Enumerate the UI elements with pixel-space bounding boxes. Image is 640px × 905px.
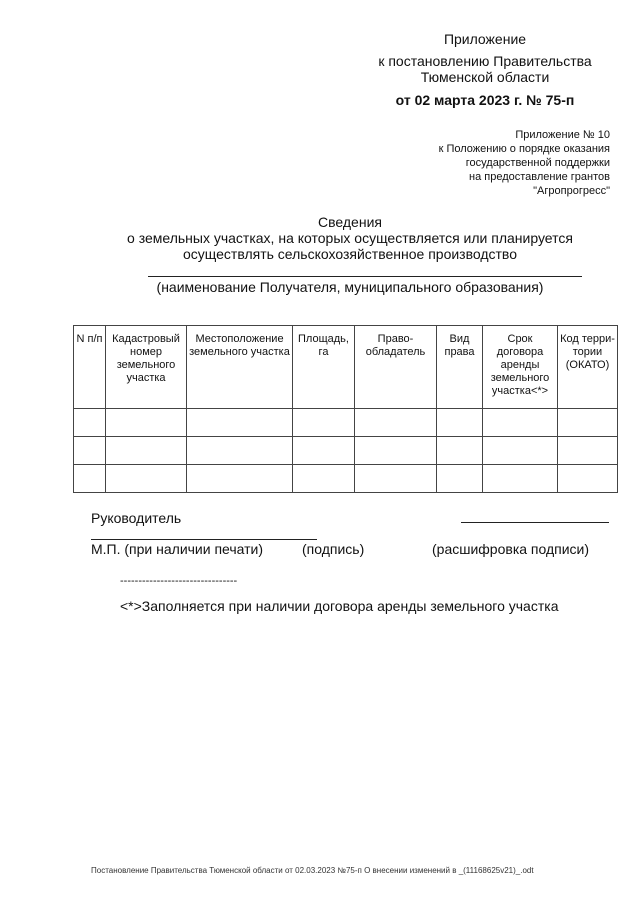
- table-cell: [293, 437, 355, 465]
- table-row: [74, 465, 618, 493]
- land-plots-table: [73, 325, 618, 493]
- col-header-number: N п/п: [74, 326, 106, 409]
- header-line-3: Тюменской области: [420, 69, 550, 85]
- recipient-underline: [148, 276, 582, 277]
- table-header-row: [74, 326, 618, 409]
- table-cell: [355, 465, 437, 493]
- table-cell: [437, 437, 483, 465]
- page-footer: Постановление Правительства Тюменской области от 02.03.2023 №75-п О внесении изменений в _(11168625v21)_.odt: [91, 866, 534, 875]
- table-cell: [355, 437, 437, 465]
- table-row: [74, 409, 618, 437]
- table-cell: [106, 409, 187, 437]
- appendix-line-2: к Положению о порядке оказания: [438, 143, 610, 155]
- table-cell: [355, 409, 437, 437]
- table-cell: [74, 409, 106, 437]
- table-cell: [437, 409, 483, 437]
- table-cell: [483, 465, 558, 493]
- decree-date-number: от 02 марта 2023 г. № 75-п: [395, 92, 575, 108]
- table-cell: [187, 465, 293, 493]
- decrypt-signature-line: [461, 522, 609, 523]
- table-cell: [558, 465, 618, 493]
- table-cell: [558, 437, 618, 465]
- table-cell: [293, 409, 355, 437]
- table-cell: [74, 465, 106, 493]
- footnote-separator: --------------------------------: [120, 575, 238, 587]
- appendix-line-4: на предоставление грантов: [469, 171, 610, 183]
- col-header-okato: Код терри-тории (ОКАТО): [558, 326, 618, 409]
- table-cell: [187, 409, 293, 437]
- col-header-location: Местоположение земельного участка: [187, 326, 293, 409]
- head-label: Руководитель: [91, 510, 182, 526]
- title-line-3: осуществлять сельскохозяйственное производство: [183, 246, 517, 262]
- appendix-line-1: Приложение № 10: [515, 129, 610, 141]
- col-header-area: Площадь, га: [293, 326, 355, 409]
- signature-caption: (подпись): [302, 541, 365, 557]
- table-cell: [558, 409, 618, 437]
- col-header-right-type: Вид права: [437, 326, 483, 409]
- document-title: Сведения: [318, 214, 382, 230]
- table-cell: [106, 465, 187, 493]
- col-header-cadastral: Кадастровый номер земельного участка: [106, 326, 187, 409]
- table-cell: [437, 465, 483, 493]
- col-header-owner: Право-обладатель: [355, 326, 437, 409]
- signature-line: [91, 539, 317, 540]
- header-line-1: Приложение: [443, 31, 527, 47]
- appendix-line-5: "Агропрогресс": [533, 185, 610, 197]
- header-line-2: к постановлению Правительства: [378, 53, 592, 69]
- table-cell: [74, 437, 106, 465]
- title-line-2: о земельных участках, на которых осуществляется или планируется: [127, 230, 573, 246]
- decrypt-caption: (расшифровка подписи): [432, 541, 590, 557]
- col-header-lease-term: Срок договора аренды земельного участка<*>: [483, 326, 558, 409]
- table-cell: [106, 437, 187, 465]
- recipient-caption: (наименование Получателя, муниципального образования): [156, 279, 544, 295]
- footnote-text: <*>Заполняется при наличии договора аренды земельного участка: [120, 598, 559, 614]
- table-cell: [293, 465, 355, 493]
- table-cell: [483, 437, 558, 465]
- table-cell: [187, 437, 293, 465]
- appendix-line-3: государственной поддержки: [465, 157, 610, 169]
- stamp-label: М.П. (при наличии печати): [91, 541, 264, 557]
- table-cell: [483, 409, 558, 437]
- table-row: [74, 437, 618, 465]
